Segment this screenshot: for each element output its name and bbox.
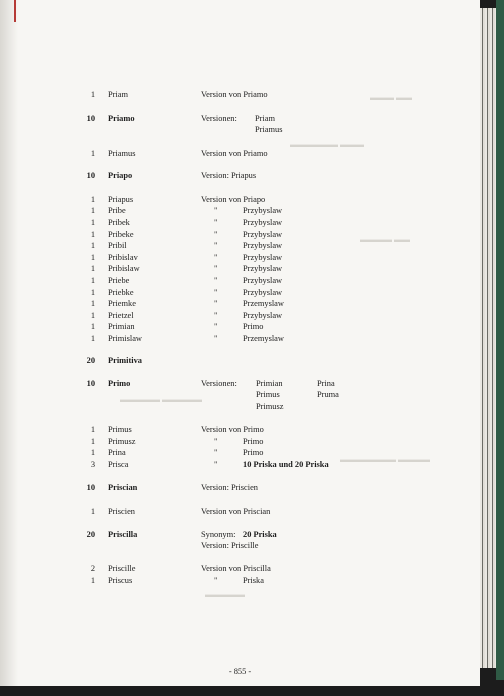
entry-row bbox=[0, 506, 480, 518]
entry-detail bbox=[0, 124, 480, 136]
entry-ref: Przybyslaw bbox=[243, 276, 283, 285]
entry-ref: Przemyslaw bbox=[243, 334, 284, 343]
entry-ref: Primus bbox=[256, 390, 280, 399]
entry-row bbox=[0, 333, 480, 345]
entry-row bbox=[0, 275, 480, 287]
entry-row bbox=[0, 424, 480, 436]
entry-count: 1 bbox=[90, 334, 95, 343]
ditto-mark: " bbox=[214, 460, 218, 469]
entry-ref: Primian bbox=[256, 379, 283, 388]
entry-count: 10 bbox=[86, 114, 95, 123]
entry-count: 1 bbox=[90, 448, 95, 457]
entry-name: Primian bbox=[108, 322, 135, 331]
entry-note: Version: Priscille bbox=[201, 541, 259, 550]
entry-name: Priscien bbox=[108, 507, 135, 516]
entry-note: Version von Primo bbox=[201, 425, 264, 434]
entry-row bbox=[0, 459, 480, 471]
entry-note: Version von Priapo bbox=[201, 195, 266, 204]
entry-count: 1 bbox=[90, 149, 95, 158]
entry-note: Synonym: bbox=[201, 530, 236, 539]
entry-name: Prietzel bbox=[108, 311, 134, 320]
ditto-mark: " bbox=[214, 206, 218, 215]
show-through: ▬▬▬▬▬▬ ▬▬▬ bbox=[290, 140, 364, 149]
entry-count: 1 bbox=[90, 576, 95, 585]
entry-detail bbox=[0, 540, 480, 552]
entry-name: Primo bbox=[108, 379, 131, 388]
entry-detail bbox=[0, 401, 480, 413]
entry-count: 1 bbox=[90, 425, 95, 434]
entry-name: Priscilla bbox=[108, 530, 138, 539]
entry-name: Pribil bbox=[108, 241, 127, 250]
entry-ref: Priam bbox=[255, 114, 276, 123]
entry-count: 10 bbox=[86, 171, 95, 180]
entry-count: 1 bbox=[90, 311, 95, 320]
entry-note: Version von Priscilla bbox=[201, 564, 271, 573]
entry-ref: Przybyslaw bbox=[243, 230, 283, 239]
ditto-mark: " bbox=[214, 276, 218, 285]
entry-row bbox=[0, 89, 480, 101]
entry-note: Version von Priamo bbox=[201, 149, 268, 158]
ditto-mark: " bbox=[214, 299, 218, 308]
ditto-mark: " bbox=[214, 437, 218, 446]
entry-row bbox=[0, 355, 480, 367]
entry-note: Version: Priapus bbox=[201, 171, 257, 180]
entry-row bbox=[0, 563, 480, 575]
entry-count: 2 bbox=[90, 564, 95, 573]
entry-count: 1 bbox=[90, 90, 95, 99]
entry-name: Priscille bbox=[108, 564, 136, 573]
entry-name: Prisca bbox=[108, 460, 129, 469]
entry-row bbox=[0, 205, 480, 217]
entry-ref: Primo bbox=[243, 437, 264, 446]
entry-name: Primitiva bbox=[108, 356, 142, 365]
entry-name: Prina bbox=[108, 448, 126, 457]
ditto-mark: " bbox=[214, 311, 218, 320]
entry-count: 1 bbox=[90, 195, 95, 204]
entry-count: 1 bbox=[90, 230, 95, 239]
entry-ref: Przybyslaw bbox=[243, 206, 283, 215]
ditto-mark: " bbox=[214, 253, 218, 262]
entry-ref: Przybyslaw bbox=[243, 311, 283, 320]
page-number: - 855 - bbox=[228, 667, 252, 676]
entry-count: 1 bbox=[90, 276, 95, 285]
entry-row bbox=[0, 263, 480, 275]
entry-name: Pribislav bbox=[108, 253, 138, 262]
entry-name: Pribeke bbox=[108, 230, 134, 239]
entry-count: 3 bbox=[90, 460, 95, 469]
ditto-mark: " bbox=[214, 288, 218, 297]
entry-detail bbox=[0, 389, 480, 401]
entry-ref: Przybyslaw bbox=[243, 241, 283, 250]
entry-ref: Przybyslaw bbox=[243, 253, 283, 262]
entry-ref: Przemyslaw bbox=[243, 299, 284, 308]
entry-name: Priscus bbox=[108, 576, 133, 585]
show-through: ▬▬▬ ▬▬ bbox=[370, 93, 412, 102]
entry-ref: 10 Priska und 20 Priska bbox=[243, 460, 329, 469]
entry-row bbox=[0, 482, 480, 494]
entry-count: 1 bbox=[90, 322, 95, 331]
entry-ref: Primo bbox=[243, 322, 264, 331]
entry-name: Priebe bbox=[108, 276, 130, 285]
entry-name: Priemke bbox=[108, 299, 136, 308]
ditto-mark: " bbox=[214, 448, 218, 457]
entry-row bbox=[0, 170, 480, 182]
entry-count: 10 bbox=[86, 379, 95, 388]
entry-ref: Priska bbox=[243, 576, 264, 585]
entry-note: Versionen: bbox=[201, 114, 237, 123]
entry-note: Versionen: bbox=[201, 379, 237, 388]
entry-count: 1 bbox=[90, 288, 95, 297]
entry-ref: Primusz bbox=[256, 402, 284, 411]
show-through: ▬▬▬▬ ▬▬ bbox=[360, 235, 410, 244]
ditto-mark: " bbox=[214, 218, 218, 227]
entry-count: 10 bbox=[86, 483, 95, 492]
ditto-mark: " bbox=[214, 230, 218, 239]
show-through: ▬▬▬▬▬ bbox=[205, 590, 245, 599]
show-through: ▬▬▬▬▬▬▬ ▬▬▬▬ bbox=[340, 455, 430, 464]
entry-name: Pribek bbox=[108, 218, 130, 227]
entry-count: 1 bbox=[90, 241, 95, 250]
entry-name: Primusz bbox=[108, 437, 136, 446]
entry-ref: Pruma bbox=[317, 390, 339, 399]
entry-row bbox=[0, 298, 480, 310]
entry-row bbox=[0, 575, 480, 587]
entry-name: Priamo bbox=[108, 114, 135, 123]
entry-name: Priapus bbox=[108, 195, 134, 204]
entry-count: 1 bbox=[90, 264, 95, 273]
entry-ref: 20 Priska bbox=[243, 530, 277, 539]
entry-ref: Primo bbox=[243, 448, 264, 457]
entry-name: Priebke bbox=[108, 288, 134, 297]
entry-ref: Prina bbox=[317, 379, 335, 388]
book-cover-edge bbox=[496, 0, 504, 680]
entry-note: Version: Priscien bbox=[201, 483, 258, 492]
ditto-mark: " bbox=[214, 322, 218, 331]
ditto-mark: " bbox=[214, 334, 218, 343]
entry-ref: Przybyslaw bbox=[243, 288, 283, 297]
entry-count: 1 bbox=[90, 206, 95, 215]
entry-ref: Przybyslaw bbox=[243, 218, 283, 227]
entry-name: Pribe bbox=[108, 206, 126, 215]
entry-count: 20 bbox=[86, 356, 95, 365]
ribbon-bookmark bbox=[14, 0, 16, 22]
entry-note: Version von Priamo bbox=[201, 90, 268, 99]
entry-row bbox=[0, 321, 480, 333]
entry-name: Priapo bbox=[108, 171, 133, 180]
entry-name: Pribislaw bbox=[108, 264, 140, 273]
entry-name: Primislaw bbox=[108, 334, 142, 343]
entry-count: 1 bbox=[90, 218, 95, 227]
entry-note: Version von Priscian bbox=[201, 507, 271, 516]
entry-count: 1 bbox=[90, 253, 95, 262]
entry-row bbox=[0, 240, 480, 252]
entry-count: 20 bbox=[86, 530, 95, 539]
show-through: ▬▬▬▬▬ ▬▬▬▬▬ bbox=[120, 395, 202, 404]
entry-count: 1 bbox=[90, 437, 95, 446]
entry-row bbox=[0, 148, 480, 160]
entry-name: Priscian bbox=[108, 483, 138, 492]
entry-count: 1 bbox=[90, 507, 95, 516]
entry-row bbox=[0, 217, 480, 229]
entry-name: Priam bbox=[108, 90, 129, 99]
ditto-mark: " bbox=[214, 576, 218, 585]
entry-ref: Priamus bbox=[255, 125, 283, 134]
entry-name: Priamus bbox=[108, 149, 136, 158]
entry-ref: Przybyslaw bbox=[243, 264, 283, 273]
ditto-mark: " bbox=[214, 264, 218, 273]
entry-row bbox=[0, 447, 480, 459]
entry-name: Primus bbox=[108, 425, 132, 434]
entry-count: 1 bbox=[90, 299, 95, 308]
ditto-mark: " bbox=[214, 241, 218, 250]
